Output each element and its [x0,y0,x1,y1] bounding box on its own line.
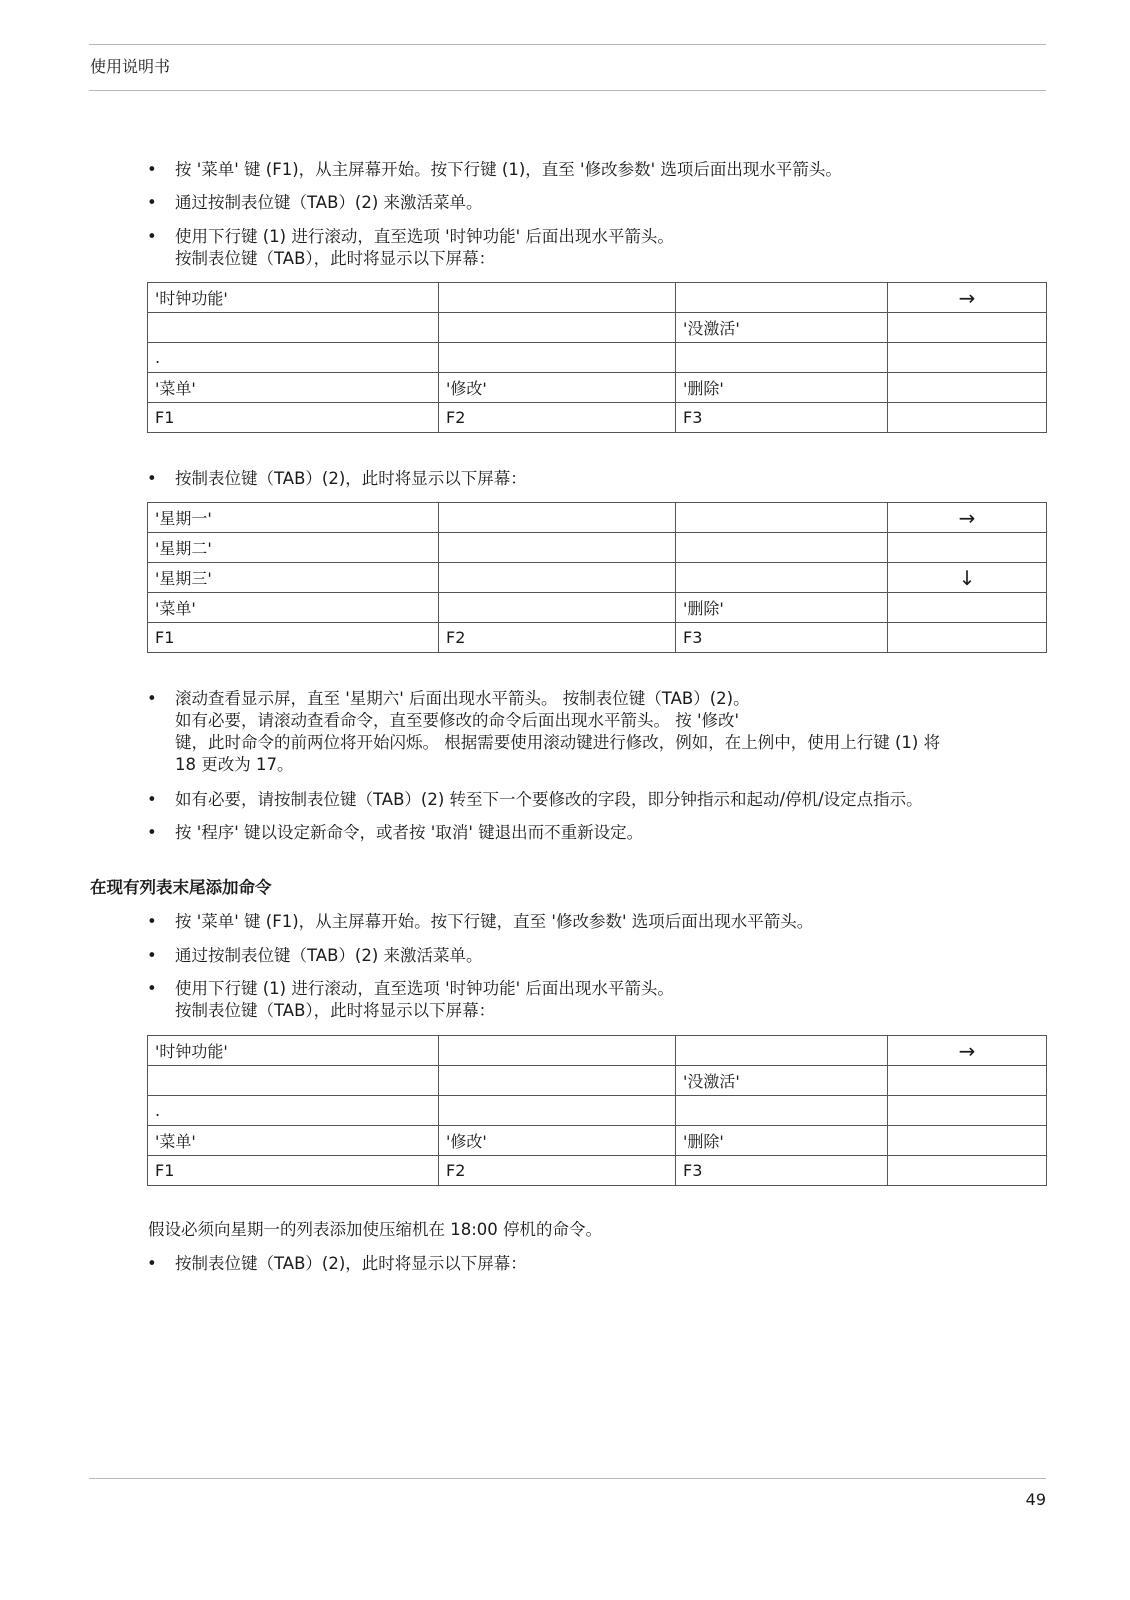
table-cell [439,343,676,373]
bullet-dot-icon: • [147,469,157,488]
table-cell [439,533,676,563]
table-cell [676,563,888,593]
bullet-dot-icon: • [147,979,157,998]
table-cell: F1 [148,623,439,653]
arrow-down-icon: ↓ [888,563,1047,593]
table-cell [676,1096,888,1126]
table-cell: '删除' [676,373,888,403]
table-cell [148,313,439,343]
arrow-right-icon: → [888,283,1047,313]
table-cell: '修改' [439,373,676,403]
table-row [148,593,1047,623]
table-cell [888,373,1047,403]
bullet-dot-icon: • [147,689,157,708]
body-paragraph: 假设必须向星期一的列表添加使压缩机在 18:00 停机的命令。 [148,1220,603,1239]
table-cell: F2 [439,623,676,653]
list-item-text: 使用下行键 (1) 进行滚动，直至选项 '时钟功能' 后面出现水平箭头。 按制表位键（TAB），此时将显示以下屏幕： [175,979,674,1020]
table-cell [888,1156,1047,1186]
table-cell [439,283,676,313]
table-cell [888,313,1047,343]
table-cell [439,1096,676,1126]
header-bottom-rule [89,90,1046,91]
display-screen-table [147,282,1047,433]
arrow-right-icon: → [888,1036,1047,1066]
table-row [148,1036,1047,1066]
table-row [148,623,1047,653]
table-cell [888,593,1047,623]
list-item-text: 按制表位键（TAB）(2)，此时将显示以下屏幕： [175,1254,527,1273]
table-cell: '星期二' [148,533,439,563]
table-cell: F3 [676,1156,888,1186]
header-top-rule [89,44,1046,45]
list-item-text: 通过按制表位键（TAB）(2) 来激活菜单。 [175,193,483,212]
table-cell [676,1036,888,1066]
list-item-text: 滚动查看显示屏，直至 '星期六' 后面出现水平箭头。 按制表位键（TAB）(2)。 如有必要，请滚动查看命令，直至要修改的命令后面出现水平箭头。 按 '修改' 键，此时命令的前两位将开始闪烁。 根据需要使用滚动键进行修改，例如，在上例中，使用上行键 (1) 将 18 更改为 17。 [175,689,941,774]
table-cell: F1 [148,1156,439,1186]
list-item-text: 按制表位键（TAB）(2)，此时将显示以下屏幕： [175,469,527,488]
table-cell: '星期一' [148,503,439,533]
table-cell: F2 [439,403,676,433]
table-row [148,283,1047,313]
table-cell [888,403,1047,433]
list-item-text: 按 '程序' 键以设定新命令，或者按 '取消' 键退出而不重新设定。 [175,823,644,842]
document-title: 使用说明书 [90,57,171,76]
table-cell: '删除' [676,593,888,623]
list-item-text: 按 '菜单' 键 (F1)，从主屏幕开始。按下行键，直至 '修改参数' 选项后面出现水平箭头。 [175,912,814,931]
bullet-dot-icon: • [147,160,157,179]
table-row [148,313,1047,343]
table-cell [676,533,888,563]
table-cell: '时钟功能' [148,283,439,313]
arrow-right-icon: → [888,503,1047,533]
table-row [148,533,1047,563]
table-cell [888,533,1047,563]
table-cell [439,503,676,533]
table-cell: F2 [439,1156,676,1186]
bullet-dot-icon: • [147,227,157,246]
table-cell [888,623,1047,653]
display-screen-table [147,1035,1047,1186]
table-cell: '菜单' [148,373,439,403]
table-cell: F3 [676,403,888,433]
table-cell: '星期三' [148,563,439,593]
table-cell [439,313,676,343]
table-row [148,1066,1047,1096]
table-cell: '修改' [439,1126,676,1156]
table-cell: '菜单' [148,1126,439,1156]
table-cell [676,283,888,313]
list-item-text: 通过按制表位键（TAB）(2) 来激活菜单。 [175,946,483,965]
page-number: 49 [1025,1490,1046,1509]
bullet-dot-icon: • [147,823,157,842]
table-cell: . [148,1096,439,1126]
display-screen-table [147,502,1047,653]
table-row [148,373,1047,403]
table-cell [888,1126,1047,1156]
list-item-text: 按 '菜单' 键 (F1)，从主屏幕开始。按下行键 (1)，直至 '修改参数' 选项后面出现水平箭头。 [175,160,842,179]
table-cell [888,343,1047,373]
bullet-dot-icon: • [147,912,157,931]
bullet-dot-icon: • [147,1254,157,1273]
table-cell [676,343,888,373]
table-cell: '删除' [676,1126,888,1156]
table-cell: '没激活' [676,313,888,343]
bullet-dot-icon: • [147,193,157,212]
table-cell [439,1066,676,1096]
table-cell: '时钟功能' [148,1036,439,1066]
table-cell [888,1066,1047,1096]
table-cell [439,593,676,623]
table-cell [888,1096,1047,1126]
table-row [148,1126,1047,1156]
table-row [148,1096,1047,1126]
table-cell: F1 [148,403,439,433]
table-cell: F3 [676,623,888,653]
footer-rule [89,1478,1046,1479]
table-cell [148,1066,439,1096]
table-cell [439,1036,676,1066]
section-heading: 在现有列表末尾添加命令 [90,878,272,897]
bullet-dot-icon: • [147,946,157,965]
table-cell [439,563,676,593]
table-cell: '没激活' [676,1066,888,1096]
table-cell: . [148,343,439,373]
list-item-text: 如有必要，请按制表位键（TAB）(2) 转至下一个要修改的字段，即分钟指示和起动/停机/设定点指示。 [175,790,923,809]
table-row [148,563,1047,593]
list-item-text: 使用下行键 (1) 进行滚动，直至选项 '时钟功能' 后面出现水平箭头。 按制表位键（TAB），此时将显示以下屏幕： [175,227,674,268]
table-row [148,403,1047,433]
table-cell: '菜单' [148,593,439,623]
table-row [148,503,1047,533]
table-row [148,1156,1047,1186]
bullet-dot-icon: • [147,790,157,809]
table-cell [676,503,888,533]
table-row [148,343,1047,373]
